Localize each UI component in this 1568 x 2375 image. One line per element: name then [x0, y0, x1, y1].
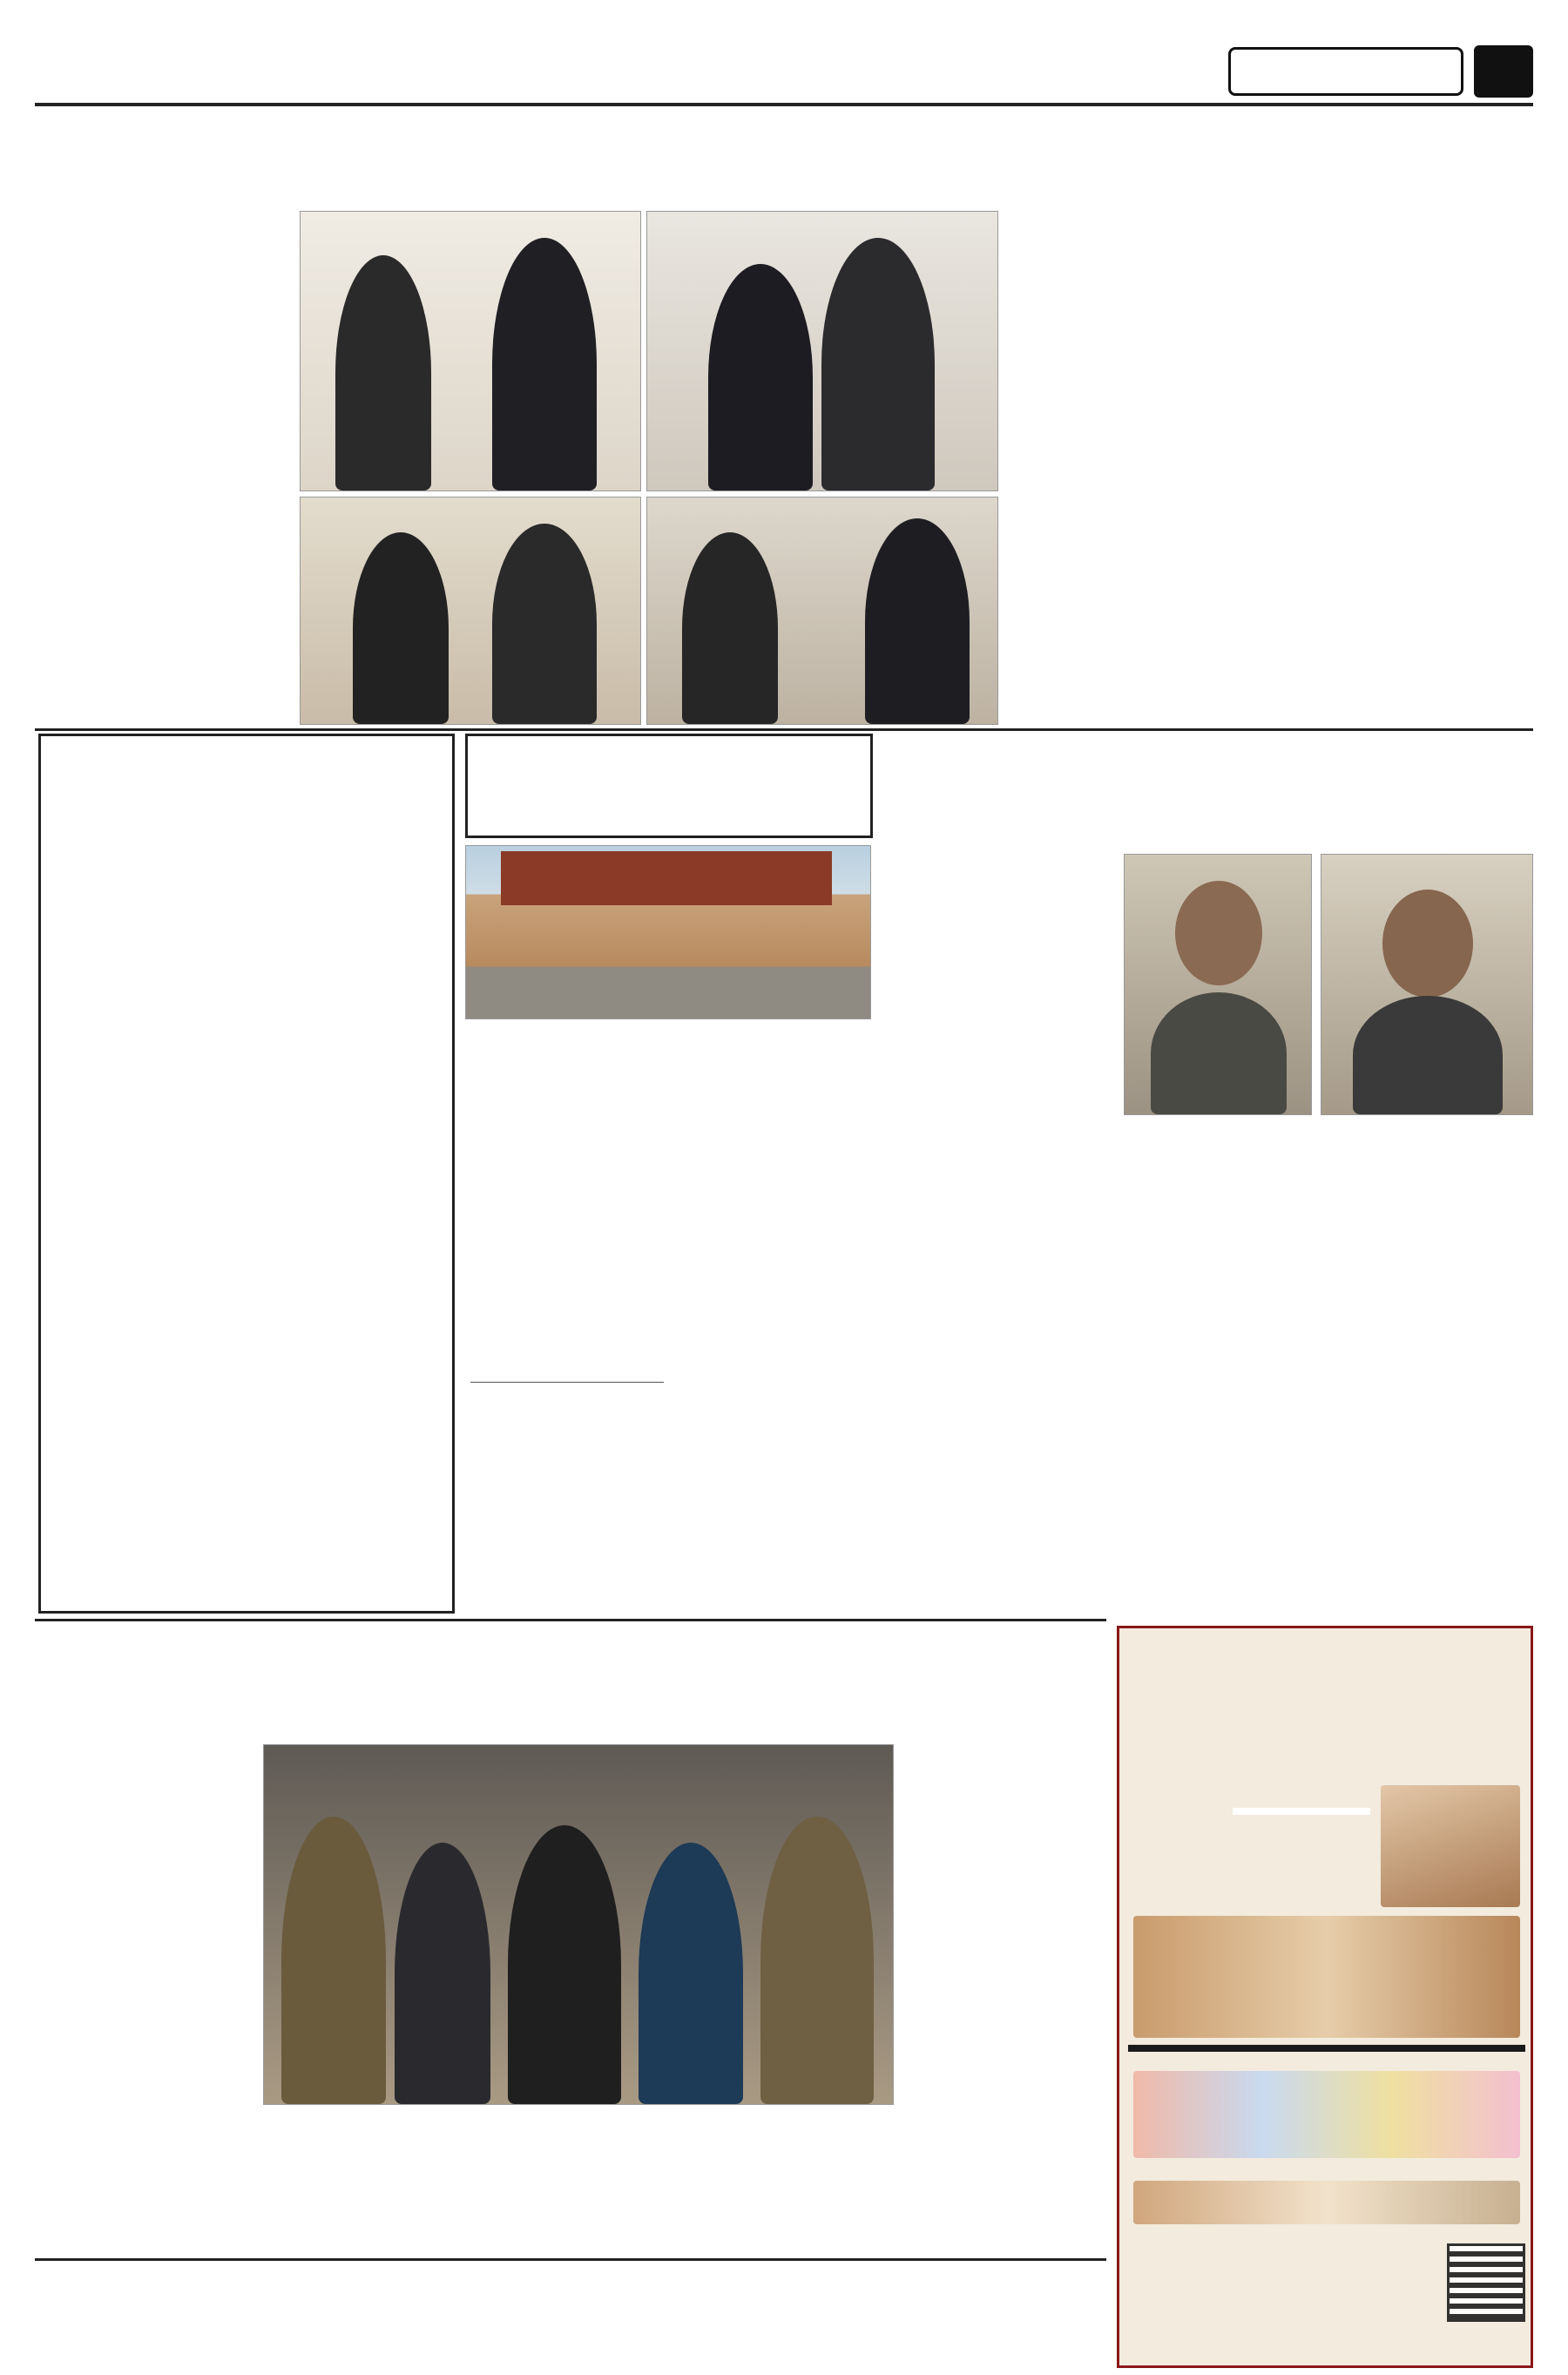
- health-hospital-photo: [465, 845, 871, 1019]
- hospital-sign: [501, 851, 832, 905]
- rn-mobile-case: [1128, 2045, 1525, 2052]
- lead-col-3: [1274, 211, 1533, 723]
- chain-police-photo: [263, 1744, 894, 2105]
- ias-headline: [883, 734, 1533, 849]
- health-headline: [470, 737, 868, 835]
- person-figure: [760, 1817, 874, 2104]
- person-figure: [708, 264, 813, 491]
- ias-photo-1: [1124, 854, 1312, 1115]
- lead-photo-1: [300, 211, 641, 491]
- rn-glass-photo: [1133, 2181, 1520, 2224]
- person-figure: [821, 238, 935, 491]
- masthead-rule: [35, 103, 1533, 106]
- ias-col-2: [1124, 1124, 1321, 1610]
- qr-code-icon: [1447, 2243, 1525, 2322]
- murder-body: [470, 2265, 1106, 2370]
- health-col-2: [672, 1028, 871, 1610]
- section-rule-3: [35, 2258, 1106, 2261]
- traders-body: [49, 1028, 446, 1607]
- person-figure: [353, 532, 449, 724]
- rn-product-photo: [1381, 1785, 1520, 1907]
- traders-headline: [52, 739, 441, 969]
- chain-col-2: [263, 2112, 469, 2253]
- rn-mobile-photo: [1133, 2071, 1520, 2158]
- paper-name: [42, 47, 495, 91]
- section-box: [1228, 47, 1463, 96]
- health-col-rule: [470, 1382, 664, 1383]
- chain-col-3: [476, 2112, 681, 2253]
- person-figure: [865, 518, 970, 724]
- section-rule-2: [35, 1619, 1106, 1621]
- lead-col-2: [1005, 211, 1267, 723]
- traders-subhead: [52, 972, 441, 1019]
- ias-col-1: [923, 924, 1117, 1610]
- section-rule-1: [35, 728, 1533, 731]
- person-figure: [682, 532, 778, 724]
- health-col-1: [470, 1028, 664, 1377]
- lead-photo-4: [646, 497, 998, 725]
- lead-photo-3: [300, 497, 641, 725]
- face-shape: [1382, 890, 1473, 998]
- rn-copier-ad: [1117, 1626, 1533, 2368]
- person-figure: [335, 255, 431, 491]
- person-figure: [1353, 996, 1503, 1114]
- chain-col-4: [688, 2112, 894, 2253]
- rn-uv-visiting: [1233, 1808, 1370, 1815]
- ias-subhead: [923, 854, 1106, 917]
- person-figure: [1151, 992, 1287, 1114]
- person-figure: [492, 238, 597, 491]
- health-col-1b: [470, 1390, 664, 1610]
- ias-photo-2: [1321, 854, 1533, 1115]
- person-figure: [639, 1843, 743, 2104]
- chain-col-5: [901, 1744, 1106, 2253]
- chain-col-1: [40, 1744, 253, 2253]
- face-shape: [1175, 881, 1262, 985]
- lead-col-1: [40, 211, 293, 723]
- lead-headline: [38, 112, 1533, 199]
- chain-headline: [38, 1626, 1106, 1739]
- ias-col-3: [1329, 1124, 1533, 1610]
- person-figure: [508, 1825, 621, 2104]
- person-figure: [395, 1843, 490, 2104]
- lead-photo-2: [646, 211, 998, 491]
- person-figure: [492, 524, 597, 724]
- murder-headline: [38, 2265, 462, 2370]
- rn-diary-photo: [1133, 1916, 1520, 2038]
- person-figure: [281, 1817, 386, 2104]
- page-number: [1474, 45, 1533, 98]
- dateline: [636, 45, 1089, 89]
